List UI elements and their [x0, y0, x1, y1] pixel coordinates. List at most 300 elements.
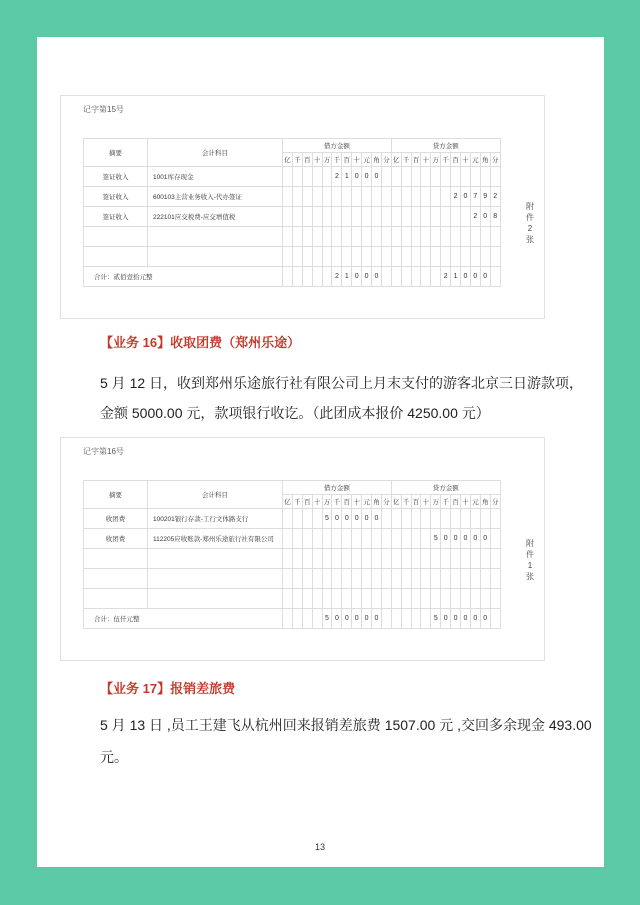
business-17-text-line1: 5 月 13 日 ,员工王建飞从杭州回来报销差旅费 1507.00 元 ,交回多余现金 493.00: [100, 717, 592, 733]
credit-digit: [411, 187, 421, 207]
credit-digit: [401, 207, 411, 227]
credit-digit: [431, 549, 441, 569]
attachment-char: 件: [526, 213, 534, 222]
total-credit-digit: 2: [441, 267, 451, 287]
credit-digit: [401, 187, 411, 207]
credit-digit: [411, 227, 421, 247]
debit-digit: [283, 247, 293, 267]
credit-unit-header: 万: [431, 153, 441, 167]
credit-digit: [411, 589, 421, 609]
table-row: [84, 207, 501, 227]
credit-digit: [401, 529, 411, 549]
debit-digit: [292, 207, 302, 227]
total-debit-digit: 1: [342, 267, 352, 287]
total-credit-digit: [411, 267, 421, 287]
total-debit-digit: [283, 609, 293, 629]
row-summary: [84, 569, 148, 589]
credit-digit: [421, 509, 431, 529]
page-number: 13: [314, 842, 325, 852]
credit-digit: [451, 227, 461, 247]
debit-unit-header: 万: [322, 495, 332, 509]
debit-digit: [283, 569, 293, 589]
debit-unit-header: 亿: [283, 153, 293, 167]
total-credit-digit: [401, 267, 411, 287]
credit-digit: [490, 509, 500, 529]
credit-digit: [431, 187, 441, 207]
credit-digit: [411, 247, 421, 267]
credit-digit: [441, 167, 451, 187]
credit-digit: [451, 207, 461, 227]
debit-digit: [322, 529, 332, 549]
table-row: [84, 227, 501, 247]
credit-digit: [421, 187, 431, 207]
credit-unit-header: 百: [411, 153, 421, 167]
credit-digit: [391, 569, 401, 589]
debit-digit: [362, 549, 372, 569]
credit-digit: [461, 509, 471, 529]
credit-digit: [441, 247, 451, 267]
total-credit-digit: [421, 267, 431, 287]
total-debit-digit: 0: [362, 267, 372, 287]
credit-digit: [470, 227, 480, 247]
total-debit-digit: [292, 609, 302, 629]
debit-digit: 0: [352, 509, 362, 529]
debit-digit: [302, 569, 312, 589]
debit-digit: [332, 549, 342, 569]
debit-digit: [362, 529, 372, 549]
debit-digit: [381, 549, 391, 569]
row-summary: 签证收入: [84, 207, 148, 227]
debit-digit: [342, 529, 352, 549]
credit-digit: 2: [470, 207, 480, 227]
debit-digit: [322, 227, 332, 247]
debit-digit: [332, 187, 342, 207]
credit-digit: 0: [480, 529, 490, 549]
debit-digit: [312, 167, 322, 187]
credit-digit: [480, 247, 490, 267]
debit-digit: 0: [372, 167, 382, 187]
row-summary: [84, 227, 148, 247]
debit-digit: [312, 569, 322, 589]
attachment-char: 张: [526, 235, 534, 244]
debit-digit: 0: [332, 509, 342, 529]
debit-digit: 0: [342, 509, 352, 529]
row-account: [148, 247, 283, 267]
credit-digit: [480, 589, 490, 609]
total-debit-digit: [292, 267, 302, 287]
debit-digit: [322, 247, 332, 267]
debit-digit: [322, 167, 332, 187]
header-debit: 借方金额: [283, 481, 392, 495]
credit-digit: [391, 589, 401, 609]
credit-digit: [490, 227, 500, 247]
debit-digit: [362, 589, 372, 609]
debit-digit: [342, 589, 352, 609]
total-credit-digit: [391, 609, 401, 629]
credit-digit: [461, 207, 471, 227]
debit-digit: [362, 187, 372, 207]
debit-digit: [372, 227, 382, 247]
debit-digit: [292, 549, 302, 569]
credit-digit: [401, 509, 411, 529]
total-credit-digit: 0: [470, 267, 480, 287]
credit-digit: [461, 167, 471, 187]
credit-digit: [401, 227, 411, 247]
credit-digit: [490, 529, 500, 549]
credit-digit: 0: [461, 529, 471, 549]
credit-unit-header: 分: [490, 495, 500, 509]
debit-digit: [381, 187, 391, 207]
attachment-count: [524, 201, 536, 245]
row-summary: [84, 589, 148, 609]
credit-unit-header: 百: [411, 495, 421, 509]
credit-unit-header: 元: [470, 495, 480, 509]
attachment-char: 1: [527, 561, 533, 570]
debit-digit: [283, 227, 293, 247]
credit-digit: [421, 207, 431, 227]
credit-digit: [490, 167, 500, 187]
credit-digit: [461, 227, 471, 247]
debit-unit-header: 十: [352, 153, 362, 167]
credit-digit: [431, 509, 441, 529]
total-label: 合计：伍仟元整: [84, 609, 283, 629]
row-summary: [84, 247, 148, 267]
debit-unit-header: 十: [312, 153, 322, 167]
total-debit-digit: [312, 267, 322, 287]
debit-unit-header: 十: [312, 495, 322, 509]
header-account: 会计科目: [148, 139, 283, 167]
debit-digit: [322, 589, 332, 609]
credit-digit: [461, 589, 471, 609]
voucher-number: 记字第15号: [83, 105, 124, 114]
debit-digit: [312, 549, 322, 569]
credit-digit: [391, 247, 401, 267]
credit-digit: 9: [480, 187, 490, 207]
credit-digit: [441, 549, 451, 569]
debit-digit: [372, 549, 382, 569]
credit-digit: [451, 247, 461, 267]
total-credit-digit: 0: [470, 609, 480, 629]
credit-digit: [480, 227, 490, 247]
total-credit-digit: [391, 267, 401, 287]
total-credit-digit: 0: [451, 609, 461, 629]
debit-digit: [372, 207, 382, 227]
credit-digit: 0: [441, 529, 451, 549]
credit-digit: [470, 569, 480, 589]
credit-digit: [431, 569, 441, 589]
debit-digit: [381, 509, 391, 529]
credit-digit: [391, 227, 401, 247]
debit-unit-header: 千: [332, 495, 342, 509]
debit-digit: [283, 589, 293, 609]
credit-digit: [411, 569, 421, 589]
debit-digit: [381, 569, 391, 589]
credit-unit-header: 十: [461, 153, 471, 167]
row-summary: 签证收入: [84, 167, 148, 187]
voucher-number: 记字第16号: [83, 447, 124, 456]
debit-unit-header: 元: [362, 495, 372, 509]
credit-unit-header: 分: [490, 153, 500, 167]
debit-digit: [342, 227, 352, 247]
debit-digit: [332, 529, 342, 549]
table-row: [84, 549, 501, 569]
attachment-char: 附: [526, 539, 534, 548]
total-debit-digit: 0: [352, 609, 362, 629]
credit-digit: [391, 549, 401, 569]
debit-digit: 0: [362, 509, 372, 529]
credit-unit-header: 千: [401, 153, 411, 167]
debit-digit: [342, 247, 352, 267]
debit-digit: [312, 227, 322, 247]
credit-unit-header: 角: [480, 153, 490, 167]
total-debit-digit: [302, 267, 312, 287]
credit-digit: [451, 549, 461, 569]
credit-digit: [431, 167, 441, 187]
debit-digit: [292, 227, 302, 247]
credit-digit: [421, 167, 431, 187]
credit-digit: [391, 207, 401, 227]
credit-digit: [401, 167, 411, 187]
credit-digit: [480, 509, 490, 529]
credit-digit: [451, 589, 461, 609]
debit-unit-header: 亿: [283, 495, 293, 509]
debit-digit: [372, 187, 382, 207]
attachment-char: 2: [527, 224, 533, 233]
credit-digit: [421, 549, 431, 569]
debit-digit: [372, 569, 382, 589]
table-row: [84, 569, 501, 589]
debit-digit: [302, 207, 312, 227]
debit-digit: [322, 187, 332, 207]
credit-digit: [480, 569, 490, 589]
debit-digit: [332, 207, 342, 227]
row-account: [148, 569, 283, 589]
total-debit-digit: 0: [342, 609, 352, 629]
credit-digit: [490, 549, 500, 569]
row-account: 112205应收账款-郑州乐途旅行社有限公司: [148, 529, 283, 549]
debit-digit: [381, 227, 391, 247]
credit-digit: 2: [451, 187, 461, 207]
debit-digit: [283, 207, 293, 227]
total-credit-digit: 0: [461, 609, 471, 629]
header-credit: 贷方金额: [391, 139, 500, 153]
credit-digit: [441, 509, 451, 529]
credit-unit-header: 角: [480, 495, 490, 509]
debit-digit: [283, 549, 293, 569]
debit-digit: 1: [342, 167, 352, 187]
row-account: 600103主营业务收入-代办签证: [148, 187, 283, 207]
debit-unit-header: 百: [302, 153, 312, 167]
debit-digit: [362, 207, 372, 227]
debit-digit: [352, 549, 362, 569]
credit-digit: [421, 247, 431, 267]
total-debit-digit: [381, 609, 391, 629]
debit-unit-header: 百: [342, 495, 352, 509]
business-16-text-line1: 5 月 12 日，收到郑州乐途旅行社有限公司上月末支付的游客北京三日游款项，: [100, 375, 584, 391]
debit-digit: [292, 509, 302, 529]
total-debit-digit: 0: [352, 267, 362, 287]
credit-unit-header: 百: [451, 153, 461, 167]
attachment-char: 张: [526, 572, 534, 581]
total-label: 合计：贰佰壹拾元整: [84, 267, 283, 287]
total-debit-digit: 0: [372, 267, 382, 287]
debit-digit: [312, 207, 322, 227]
credit-digit: [451, 167, 461, 187]
debit-unit-header: 千: [292, 153, 302, 167]
debit-digit: [322, 207, 332, 227]
debit-digit: [381, 167, 391, 187]
credit-digit: [461, 549, 471, 569]
total-debit-digit: 2: [332, 267, 342, 287]
credit-digit: [431, 247, 441, 267]
debit-digit: [322, 549, 332, 569]
credit-unit-header: 千: [441, 495, 451, 509]
debit-digit: [302, 549, 312, 569]
debit-digit: [302, 529, 312, 549]
credit-digit: [411, 529, 421, 549]
credit-digit: [441, 207, 451, 227]
debit-digit: [381, 207, 391, 227]
credit-digit: [391, 187, 401, 207]
total-debit-digit: [312, 609, 322, 629]
table-row: [84, 509, 501, 529]
credit-digit: [461, 247, 471, 267]
debit-digit: [332, 569, 342, 589]
attachment-char: 件: [526, 550, 534, 559]
debit-digit: [362, 247, 372, 267]
attachment-count: [524, 538, 536, 582]
credit-digit: [490, 569, 500, 589]
debit-digit: [292, 167, 302, 187]
accounting-voucher-15: [60, 95, 545, 319]
total-credit-digit: 0: [461, 267, 471, 287]
debit-digit: [283, 509, 293, 529]
credit-digit: 0: [451, 529, 461, 549]
debit-digit: [352, 187, 362, 207]
debit-digit: [292, 187, 302, 207]
credit-digit: [441, 187, 451, 207]
total-credit-digit: [431, 267, 441, 287]
credit-digit: [421, 529, 431, 549]
debit-unit-header: 分: [381, 153, 391, 167]
debit-unit-header: 分: [381, 495, 391, 509]
credit-digit: [480, 549, 490, 569]
debit-unit-header: 万: [322, 153, 332, 167]
debit-digit: [352, 247, 362, 267]
header-debit: 借方金额: [283, 139, 392, 153]
debit-unit-header: 千: [332, 153, 342, 167]
debit-digit: [283, 167, 293, 187]
debit-digit: [312, 529, 322, 549]
debit-digit: [372, 247, 382, 267]
voucher-table: [83, 138, 501, 287]
credit-digit: [470, 589, 480, 609]
credit-digit: [421, 569, 431, 589]
credit-unit-header: 十: [421, 153, 431, 167]
debit-digit: [312, 247, 322, 267]
debit-unit-header: 十: [352, 495, 362, 509]
header-summary: 摘要: [84, 139, 148, 167]
credit-digit: [461, 569, 471, 589]
debit-digit: [312, 187, 322, 207]
credit-digit: 2: [490, 187, 500, 207]
debit-digit: [302, 227, 312, 247]
credit-unit-header: 千: [441, 153, 451, 167]
total-debit-digit: [381, 267, 391, 287]
row-account: 222101应交税费-应交增值税: [148, 207, 283, 227]
debit-unit-header: 元: [362, 153, 372, 167]
debit-digit: [302, 167, 312, 187]
debit-digit: 0: [362, 167, 372, 187]
debit-digit: [283, 529, 293, 549]
credit-digit: 5: [431, 529, 441, 549]
credit-unit-header: 亿: [391, 495, 401, 509]
debit-digit: [342, 187, 352, 207]
credit-digit: 0: [480, 207, 490, 227]
debit-unit-header: 角: [372, 495, 382, 509]
debit-unit-header: 千: [292, 495, 302, 509]
credit-digit: [431, 589, 441, 609]
credit-digit: [441, 589, 451, 609]
credit-digit: [470, 167, 480, 187]
debit-digit: [283, 187, 293, 207]
credit-digit: 8: [490, 207, 500, 227]
debit-digit: [292, 569, 302, 589]
debit-digit: [352, 589, 362, 609]
row-account: 100201银行存款-工行文体路支行: [148, 509, 283, 529]
debit-digit: [312, 589, 322, 609]
debit-digit: [381, 529, 391, 549]
credit-digit: [451, 569, 461, 589]
header-credit: 贷方金额: [391, 481, 500, 495]
credit-digit: [411, 207, 421, 227]
total-debit-digit: 0: [362, 609, 372, 629]
total-credit-digit: [411, 609, 421, 629]
credit-digit: [470, 549, 480, 569]
row-summary: 签证收入: [84, 187, 148, 207]
table-row: [84, 247, 501, 267]
debit-unit-header: 百: [302, 495, 312, 509]
credit-unit-header: 亿: [391, 153, 401, 167]
header-account: 会计科目: [148, 481, 283, 509]
header-summary: 摘要: [84, 481, 148, 509]
debit-digit: [292, 529, 302, 549]
row-account: [148, 227, 283, 247]
debit-digit: [381, 247, 391, 267]
credit-digit: [431, 227, 441, 247]
business-17-heading: 【业务 17】报销差旅费: [100, 681, 236, 696]
debit-digit: 5: [322, 509, 332, 529]
debit-digit: [332, 247, 342, 267]
debit-digit: [352, 529, 362, 549]
credit-digit: [441, 227, 451, 247]
credit-digit: [391, 167, 401, 187]
credit-digit: [411, 549, 421, 569]
credit-unit-header: 千: [401, 495, 411, 509]
row-summary: 收团费: [84, 529, 148, 549]
total-row: [84, 267, 501, 287]
debit-digit: [302, 509, 312, 529]
table-row: [84, 167, 501, 187]
row-account: 1001库存现金: [148, 167, 283, 187]
credit-digit: [470, 247, 480, 267]
total-credit-digit: [490, 609, 500, 629]
total-credit-digit: [421, 609, 431, 629]
debit-digit: 0: [372, 509, 382, 529]
total-credit-digit: 0: [480, 267, 490, 287]
debit-digit: [302, 247, 312, 267]
voucher-table: [83, 480, 501, 629]
